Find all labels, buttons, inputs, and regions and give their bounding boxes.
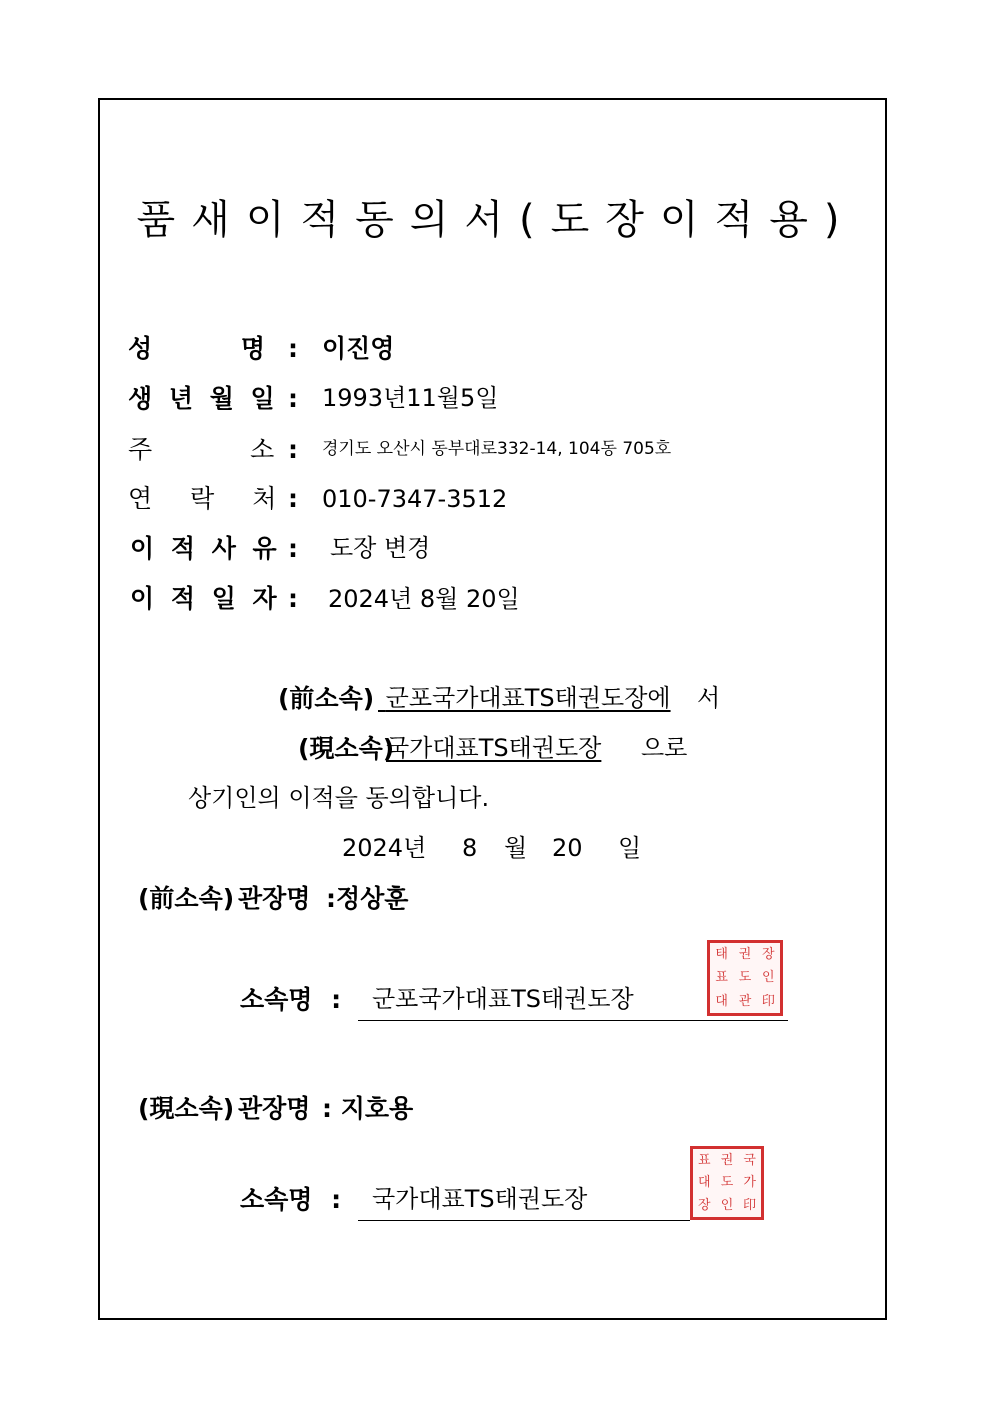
field-label-address: 주 소 (128, 435, 275, 464)
field-label-reason: 이 적 사 유 (130, 534, 277, 563)
sig-prev-gym-label: 소속명 : (240, 985, 342, 1014)
field-label-birthdate: 생 년 월 일 (128, 384, 275, 413)
sig-curr-gym-value: 국가대표TS태권도장 (372, 1185, 588, 1213)
statement-prev-prefix: (前소속) (278, 684, 375, 713)
sig-curr-prefix: (現소속) (138, 1094, 235, 1123)
field-value-transfer-date: 2024년 8월 20일 (328, 585, 520, 613)
sig-prev-director-label: 관장명 (238, 884, 311, 913)
date-day-unit: 일 (618, 834, 642, 862)
field-value-address: 경기도 오산시 동부대로332-14, 104동 705호 (322, 439, 672, 459)
field-label-transfer-date: 이 적 일 자 (130, 584, 277, 613)
field-value-birthdate: 1993년11월5일 (322, 384, 499, 412)
sig-curr-underline (358, 1220, 690, 1221)
statement-curr-suffix: 으로 (641, 734, 688, 762)
sig-prev-prefix: (前소속) (138, 884, 235, 913)
colon: : (288, 534, 298, 563)
date-day: 20 (552, 834, 583, 862)
colon: : (288, 334, 298, 363)
field-label-name: 성 명 (128, 334, 266, 363)
statement-curr-gym: 국가대표TS태권도장 (386, 734, 602, 762)
statement-curr-prefix: (現소속) (298, 734, 395, 763)
seal-prev-stamp: 태 권 장 표 도 인 대 관 印 (707, 940, 783, 1016)
field-label-contact: 연 락 처 (128, 484, 277, 513)
colon: : (288, 384, 298, 413)
sig-curr-gym-label: 소속명 : (240, 1185, 342, 1214)
seal-curr-stamp: 표 권 국 대 도 가 장 인 印 (690, 1146, 764, 1220)
document-title: 품새이적동의서(도장이적용) (136, 197, 856, 243)
sig-prev-gym-value: 군포국가대표TS태권도장 (372, 985, 634, 1013)
field-value-contact: 010-7347-3512 (322, 485, 508, 513)
sig-curr-director-label: 관장명 (238, 1094, 311, 1123)
field-value-name: 이진영 (322, 334, 395, 363)
date-month: 8 (462, 834, 478, 862)
date-year: 2024년 (342, 834, 427, 862)
field-value-reason: 도장 변경 (330, 534, 431, 562)
sig-curr-director-value: : 지호용 (322, 1094, 414, 1123)
statement-prev-suffix: 서 (697, 684, 721, 712)
statement-prev-gym: 군포국가대표TS태권도장에 (385, 684, 671, 712)
colon: : (288, 584, 298, 613)
colon: : (288, 484, 298, 513)
date-month-unit: 월 (504, 834, 528, 862)
sig-prev-director-value: :정상훈 (326, 884, 409, 913)
consent-text: 상기인의 이적을 동의합니다. (188, 784, 490, 812)
sig-prev-underline (358, 1020, 788, 1021)
colon: : (288, 435, 298, 464)
